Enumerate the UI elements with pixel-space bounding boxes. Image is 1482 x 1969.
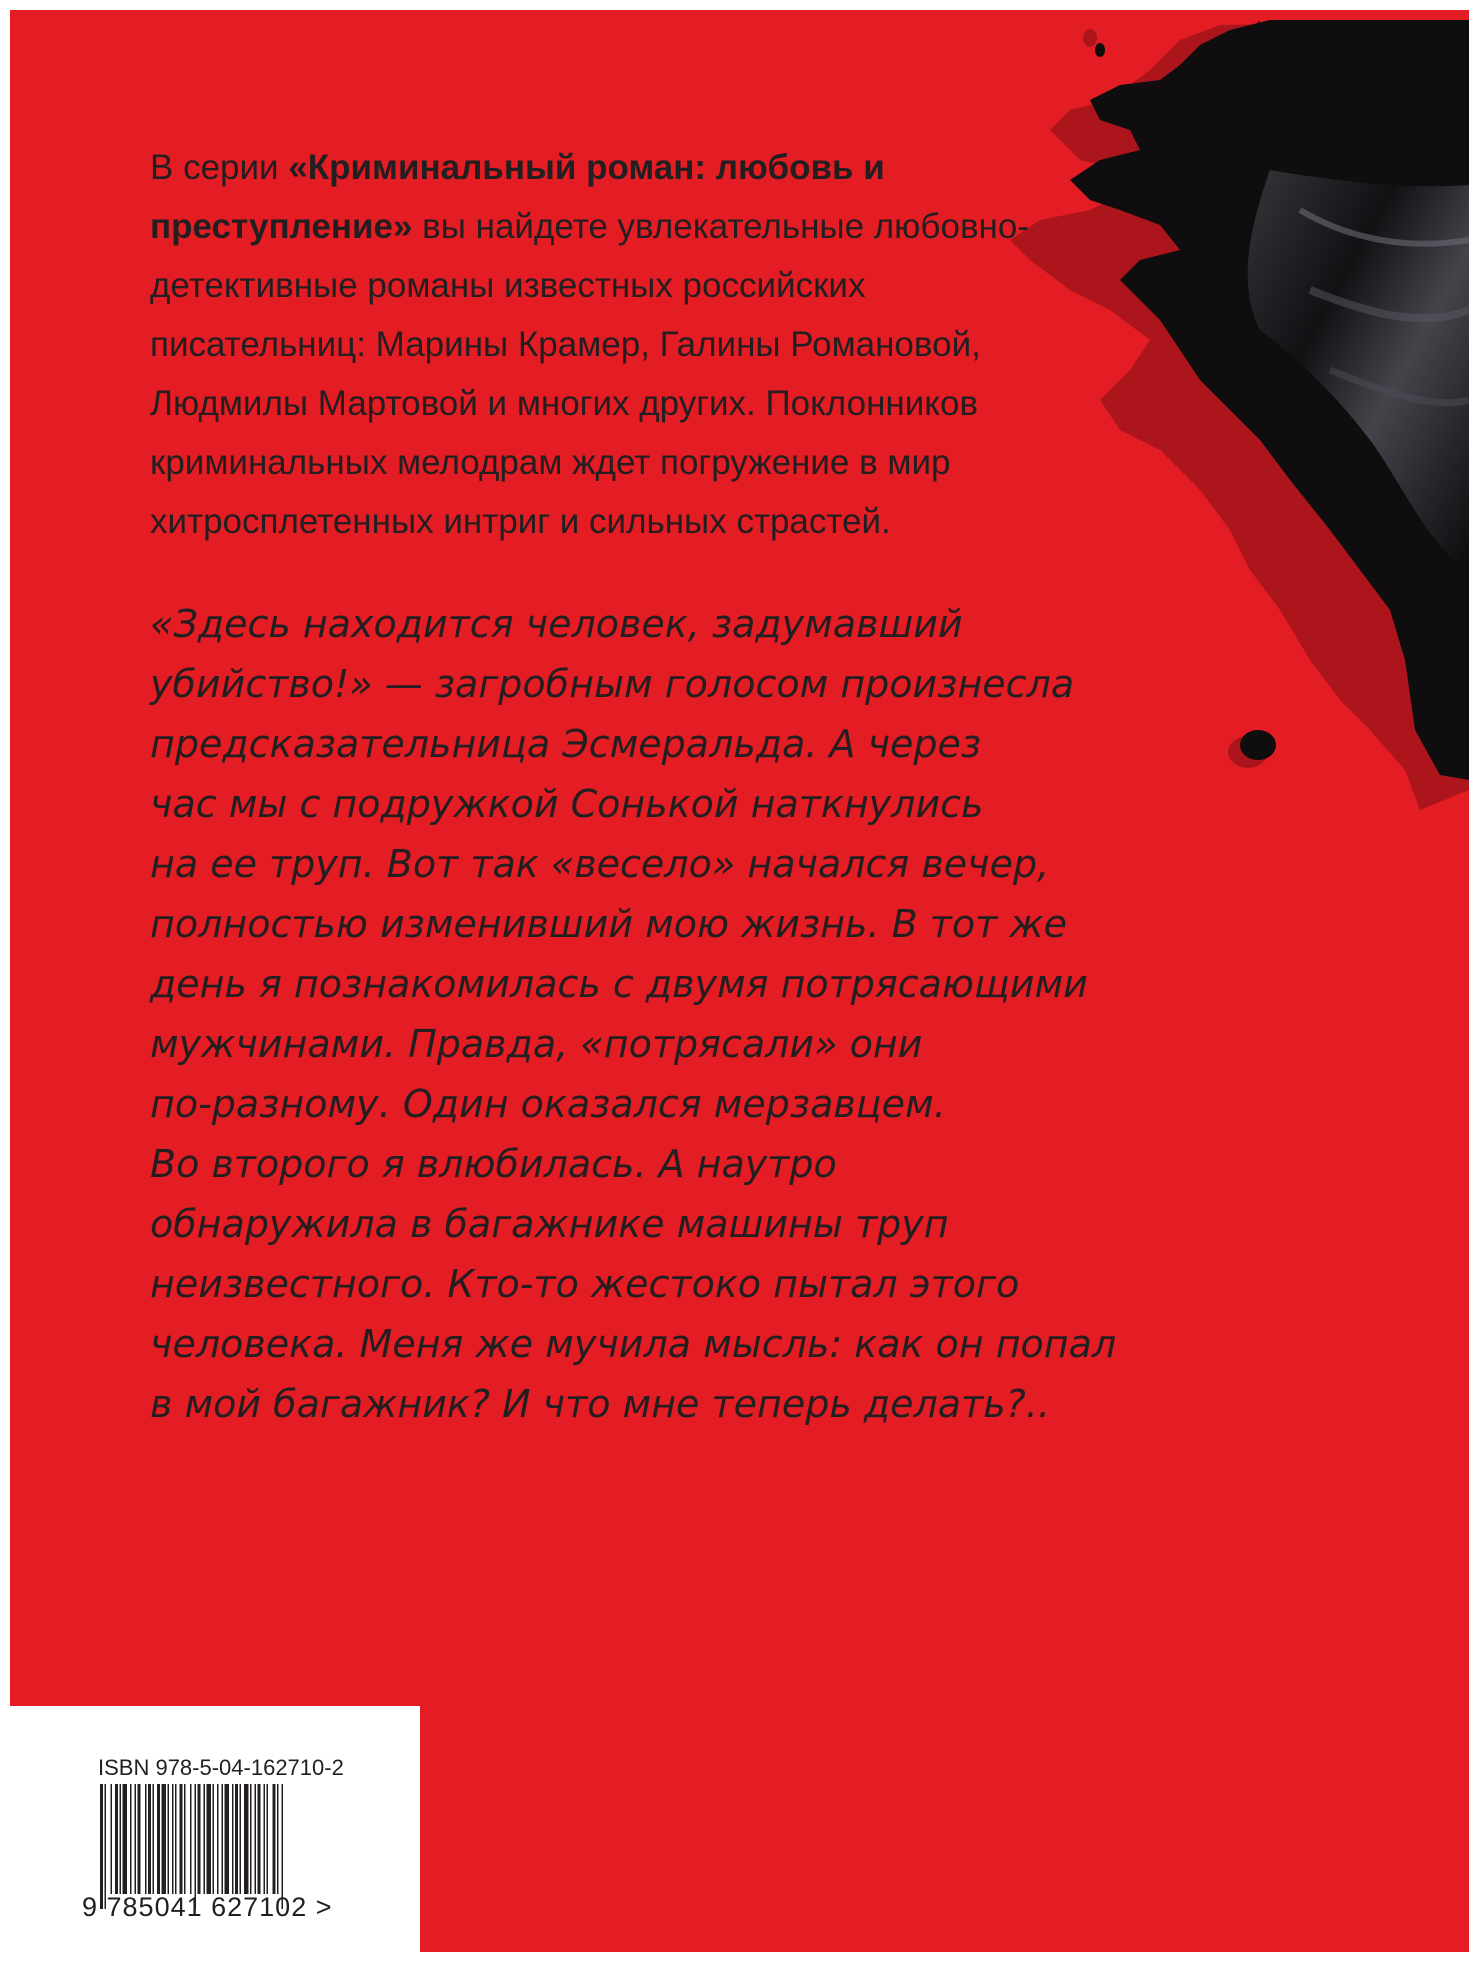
back-cover xyxy=(10,10,1469,1952)
barcode-digits: 9 785041 627102 > xyxy=(82,1892,333,1922)
barcode-image xyxy=(98,1784,388,1909)
blurb-intro: В серии xyxy=(150,148,289,187)
isbn-label: ISBN 978-5-04-162710-2 xyxy=(98,1755,344,1780)
series-description xyxy=(150,138,1080,551)
book-annotation: «Здесь находится человек, задумавший убийство!» — загробным голосом произнесла предсказательница Эсмеральда. А через час мы с подружкой Сонькой наткнулись на ее труп. Вот так «весело» начался вечер, полностью изменивший мою жизнь. В тот же день я познакомилась с двумя потрясающими мужчинами. Правда, «потрясали» они по-разному. Один оказался мерзавцем. Во второго я влюбилась. А наутро обнаружила в багажнике машины труп неизвестного. Кто-то жестоко пытал этого человека. Меня же мучила мысль: как он попал в мой багажник? И что мне теперь делать?.. xyxy=(150,602,1117,1426)
barcode-panel xyxy=(10,1706,420,1952)
blurb-rest: вы найдете увлекательные любовно-детективные романы известных российских писательниц: Марины Крамер, Галины Романовой, Людмилы Мартовой и многих других. Поклонников криминальных мелодрам ждет погружение в мир хитросплетенных интриг и сильных страстей. xyxy=(150,207,1029,541)
series-name: «Криминальный роман: любовь и преступление» xyxy=(150,148,885,246)
